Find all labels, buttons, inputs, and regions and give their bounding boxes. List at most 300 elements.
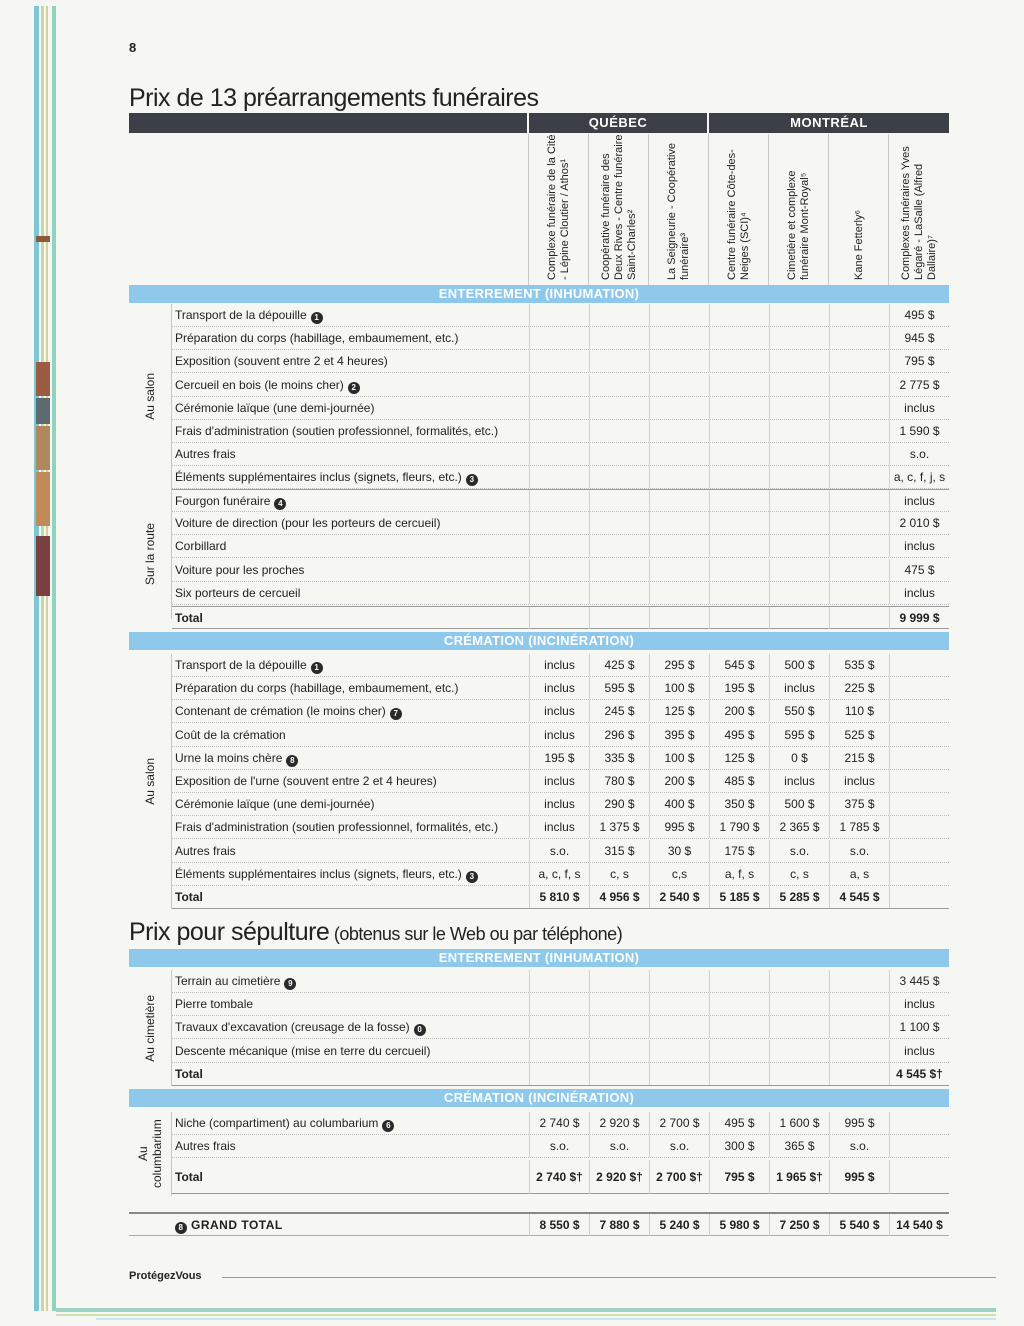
column-header-6 [829, 134, 889, 284]
price-cell [649, 350, 709, 372]
edge-stripe-green [41, 6, 44, 1311]
column-header-text: La Seigneurie - Coopérative funéraire³ [666, 143, 691, 280]
edge-swatch-orange [36, 472, 50, 526]
row-label [175, 677, 458, 699]
price-cell: 495 $ [889, 304, 949, 326]
table-row [172, 863, 949, 886]
price-cell [649, 1016, 709, 1038]
price-cell: 995 $ [829, 1160, 889, 1194]
page-title: Prix de 13 préarrangements funéraires [129, 84, 539, 112]
price-cell: 125 $ [649, 700, 709, 722]
row-label-text: Niche (compartiment) au columbarium [175, 1116, 379, 1130]
price-cell: inclus [889, 397, 949, 419]
price-cell [709, 397, 769, 419]
row-label [175, 512, 440, 534]
price-cell [529, 970, 589, 992]
price-cell: 195 $ [529, 747, 589, 769]
column-header-divider [648, 134, 649, 285]
price-cell: s.o. [889, 443, 949, 465]
price-cell: c,s [649, 863, 709, 885]
price-cell [589, 420, 649, 442]
table-row [172, 374, 949, 397]
table-row [172, 1016, 949, 1039]
price-cell: 375 $ [829, 793, 889, 815]
row-label-text: Autres frais [175, 1139, 236, 1154]
price-cell [709, 970, 769, 992]
price-cell: 1 590 $ [889, 420, 949, 442]
price-cell: 5 185 $ [709, 886, 769, 908]
row-label [175, 607, 203, 629]
price-cell: 4 956 $ [589, 886, 649, 908]
price-cell: s.o. [529, 1135, 589, 1157]
price-cell [529, 443, 589, 465]
price-cell [589, 327, 649, 349]
price-cell [829, 397, 889, 419]
price-cell: s.o. [829, 1135, 889, 1157]
price-cell: inclus [529, 654, 589, 676]
price-cell [709, 1063, 769, 1085]
price-cell [769, 443, 829, 465]
price-cell: 2 700 $ [649, 1112, 709, 1134]
price-cell: a, c, f, s [529, 863, 589, 885]
grand-total-cell: 5 240 $ [649, 1214, 709, 1236]
price-cell [889, 886, 949, 908]
band-enterrement: ENTERREMENT (INHUMATION) [129, 949, 949, 967]
price-cell [829, 466, 889, 488]
price-cell [709, 607, 769, 629]
price-cell: 2 700 $† [649, 1160, 709, 1194]
price-cell [709, 374, 769, 396]
price-cell [889, 816, 949, 838]
price-cell [889, 1160, 949, 1194]
price-cell: 335 $ [589, 747, 649, 769]
price-cell [529, 397, 589, 419]
price-cell [829, 607, 889, 629]
price-cell [829, 1063, 889, 1085]
price-cell: a, c, f, j, s [889, 466, 949, 488]
price-cell [829, 970, 889, 992]
row-label [175, 700, 402, 722]
price-cell: 9 999 $ [889, 607, 949, 629]
price-cell: a, f, s [709, 863, 769, 885]
price-cell: 175 $ [709, 840, 769, 862]
group-au_columbarium [129, 1112, 172, 1196]
price-cell: 3 445 $ [889, 970, 949, 992]
price-cell: 365 $ [769, 1135, 829, 1157]
column-header-5 [769, 134, 829, 284]
row-label [175, 1040, 430, 1062]
row-label-text: Total [175, 1067, 203, 1081]
row-label-text: Préparation du corps (habillage, embaumement, etc.) [175, 681, 459, 696]
price-cell: 2 775 $ [889, 374, 949, 396]
price-cell [529, 1040, 589, 1062]
row-label-text: Travaux d'excavation (creusage de la fosse) [175, 1020, 410, 1035]
edge-swatch-rust [36, 362, 50, 396]
price-cell: 2 365 $ [769, 816, 829, 838]
price-cell [709, 512, 769, 534]
grand-total-cell: 8 550 $ [529, 1214, 589, 1236]
price-cell: inclus [529, 677, 589, 699]
price-cell [529, 350, 589, 372]
price-cell [829, 490, 889, 512]
note-badge-icon: 9 [284, 978, 296, 990]
row-label-text: Descente mécanique (mise en terre du cercueil) [175, 1043, 431, 1058]
edge-stripe-bottom-teal [56, 1308, 996, 1312]
row-label-text: Préparation du corps (habillage, embaumement, etc.) [175, 331, 459, 346]
price-cell [889, 677, 949, 699]
region-header-montreal [709, 113, 949, 133]
column-header-text: Cimetière et complexe funéraire Mont-Royal⁵ [786, 170, 811, 280]
group-au_cimetiere [129, 970, 172, 1086]
price-cell [649, 1063, 709, 1085]
row-label-text: Contenant de crémation (le moins cher) [175, 704, 386, 719]
price-cell [589, 970, 649, 992]
price-cell: inclus [529, 700, 589, 722]
table-row [172, 304, 949, 327]
price-cell [769, 1016, 829, 1038]
price-cell [709, 327, 769, 349]
price-cell: 535 $ [829, 654, 889, 676]
price-cell: 295 $ [649, 654, 709, 676]
price-cell: 500 $ [769, 793, 829, 815]
price-cell [769, 374, 829, 396]
price-cell: 595 $ [769, 724, 829, 746]
price-cell: inclus [529, 724, 589, 746]
region-label-quebec: QUÉBEC [588, 115, 648, 130]
price-cell [649, 535, 709, 557]
section-title-sepulture [129, 918, 622, 947]
row-label [175, 327, 458, 349]
price-cell [829, 374, 889, 396]
column-header-text: Kane Fetterly⁶ [852, 210, 865, 280]
price-cell: 995 $ [649, 816, 709, 838]
price-cell: s.o. [769, 840, 829, 862]
table-row [172, 443, 949, 466]
price-cell [529, 1016, 589, 1038]
region-label-montreal: MONTRÉAL [790, 115, 868, 130]
price-cell [709, 559, 769, 581]
price-cell: 945 $ [889, 327, 949, 349]
price-cell: 495 $ [709, 724, 769, 746]
grand-total-row [129, 1212, 949, 1236]
price-cell [709, 582, 769, 604]
table-row [172, 397, 949, 420]
table-row [172, 350, 949, 373]
price-cell [769, 582, 829, 604]
price-cell: a, s [829, 863, 889, 885]
table-row [172, 559, 949, 582]
row-label-text: Total [175, 1170, 203, 1184]
group-au_salon [129, 304, 172, 490]
price-cell [649, 374, 709, 396]
price-cell: 125 $ [709, 747, 769, 769]
edge-swatch-maroon [36, 536, 50, 596]
price-cell [889, 1135, 949, 1157]
row-label-text: Six porteurs de cercueil [175, 585, 301, 600]
table-row [172, 582, 949, 605]
price-cell [769, 993, 829, 1015]
column-header-2 [589, 134, 649, 284]
price-cell [649, 397, 709, 419]
price-cell: 200 $ [709, 700, 769, 722]
price-cell [769, 397, 829, 419]
row-label-text: Fourgon funéraire [175, 494, 271, 508]
row-label [175, 466, 478, 488]
price-cell [589, 993, 649, 1015]
row-label-text: Cérémonie laïque (une demi-journée) [175, 797, 375, 812]
price-cell: 2 540 $ [649, 886, 709, 908]
price-cell: 1 790 $ [709, 816, 769, 838]
table-row [172, 512, 949, 535]
price-cell [829, 1016, 889, 1038]
row-label-text: Éléments supplémentaires inclus (signets, fleurs, etc.) [175, 866, 462, 881]
table-row [172, 1112, 949, 1135]
price-cell [589, 350, 649, 372]
table-row [172, 1040, 949, 1063]
price-cell: 315 $ [589, 840, 649, 862]
grand-total-cell: 5 540 $ [829, 1214, 889, 1236]
price-cell: inclus [769, 770, 829, 792]
table-row [172, 816, 949, 839]
price-cell [649, 466, 709, 488]
price-cell [529, 1063, 589, 1085]
price-cell [529, 559, 589, 581]
edge-stripe-khaki [46, 6, 48, 1311]
table-row [172, 489, 949, 512]
price-cell [589, 304, 649, 326]
price-cell: inclus [769, 677, 829, 699]
price-cell: 2 920 $ [589, 1112, 649, 1134]
note-badge-icon: 1 [311, 662, 323, 674]
row-label-text: Transport de la dépouille [175, 308, 307, 322]
price-cell: 425 $ [589, 654, 649, 676]
price-cell [889, 770, 949, 792]
price-cell [589, 559, 649, 581]
price-cell [529, 490, 589, 512]
note-badge-icon: 4 [274, 498, 286, 510]
price-cell: 550 $ [769, 700, 829, 722]
edge-swatch-brown [36, 236, 50, 242]
table-row [172, 770, 949, 793]
price-cell [589, 512, 649, 534]
price-cell [589, 490, 649, 512]
row-label [175, 1063, 203, 1085]
price-cell [589, 443, 649, 465]
column-header-divider [708, 134, 709, 285]
table-row [172, 535, 949, 558]
price-cell [649, 490, 709, 512]
row-label-text: Coût de la crémation [175, 727, 286, 742]
price-cell: c, s [769, 863, 829, 885]
price-cell [709, 1016, 769, 1038]
note-badge-icon: 3 [466, 474, 478, 486]
price-cell: 215 $ [829, 747, 889, 769]
price-cell: 995 $ [829, 1112, 889, 1134]
price-cell [829, 535, 889, 557]
grand-total-cell: 7 250 $ [769, 1214, 829, 1236]
price-cell: 2 920 $† [589, 1160, 649, 1194]
price-cell: 1 100 $ [889, 1016, 949, 1038]
price-cell [589, 607, 649, 629]
price-cell [649, 512, 709, 534]
column-header-1 [529, 134, 589, 284]
price-cell [709, 420, 769, 442]
row-label [175, 724, 286, 746]
price-cell: inclus [829, 770, 889, 792]
price-cell [589, 397, 649, 419]
column-header-divider [588, 134, 589, 285]
row-label-text: Autres frais [175, 447, 236, 462]
price-cell: 350 $ [709, 793, 769, 815]
row-label-text: Exposition (souvent entre 2 et 4 heures) [175, 354, 388, 369]
price-cell: 5 810 $ [529, 886, 589, 908]
price-cell [889, 654, 949, 676]
price-cell [649, 993, 709, 1015]
price-cell [829, 350, 889, 372]
column-header-3 [649, 134, 709, 284]
price-cell: inclus [529, 816, 589, 838]
price-cell: 296 $ [589, 724, 649, 746]
column-header-divider [828, 134, 829, 285]
row-label [175, 863, 478, 885]
row-label-text: Cérémonie laïque (une demi-journée) [175, 400, 375, 415]
band-cremation: CRÉMATION (INCINÉRATION) [129, 1089, 949, 1107]
column-header-divider [768, 134, 769, 285]
price-cell: s.o. [829, 840, 889, 862]
row-label [175, 535, 226, 557]
price-cell: 475 $ [889, 559, 949, 581]
note-badge-icon: 8 [286, 755, 298, 767]
table-row [172, 1135, 949, 1158]
header-bar-left [129, 113, 527, 133]
grand-total-badge-icon: 8 [175, 1222, 187, 1234]
price-cell [529, 304, 589, 326]
row-label [175, 770, 437, 792]
price-cell: 485 $ [709, 770, 769, 792]
price-cell [769, 970, 829, 992]
section-title-main: Prix pour sépulture [129, 918, 330, 946]
price-cell: 0 $ [769, 747, 829, 769]
price-cell: 225 $ [829, 677, 889, 699]
price-cell [529, 535, 589, 557]
price-cell: 795 $ [889, 350, 949, 372]
note-badge-icon: 3 [466, 871, 478, 883]
row-label [175, 304, 323, 326]
row-label-text: Autres frais [175, 843, 236, 858]
price-cell: 290 $ [589, 793, 649, 815]
column-header-7 [889, 134, 949, 284]
price-cell: inclus [889, 1040, 949, 1062]
group-label-text: Au columbarium [136, 1119, 164, 1189]
table-row [172, 466, 949, 489]
price-cell [649, 304, 709, 326]
row-label [175, 443, 236, 465]
price-cell: 1 965 $† [769, 1160, 829, 1194]
grand-total-text: GRAND TOTAL [191, 1218, 283, 1232]
row-label-text: Frais d'administration (soutien professionnel, formalités, etc.) [175, 820, 499, 835]
price-cell [649, 559, 709, 581]
price-cell [829, 327, 889, 349]
price-cell [589, 582, 649, 604]
price-cell [529, 993, 589, 1015]
price-cell: 5 285 $ [769, 886, 829, 908]
price-cell: s.o. [529, 840, 589, 862]
edge-stripe-cyan [34, 6, 39, 1311]
price-cell: 780 $ [589, 770, 649, 792]
row-label-text: Exposition de l'urne (souvent entre 2 et 4 heures) [175, 774, 437, 788]
price-cell [709, 466, 769, 488]
price-cell [829, 993, 889, 1015]
row-label [175, 886, 203, 908]
total-row [172, 1063, 949, 1086]
price-cell [769, 304, 829, 326]
price-cell: inclus [889, 535, 949, 557]
row-label [175, 397, 374, 419]
price-cell [649, 582, 709, 604]
table-row [172, 724, 949, 747]
section-title-sub: (obtenus sur le Web ou par téléphone) [329, 924, 623, 944]
table-row [172, 420, 949, 443]
edge-swatch-slate [36, 398, 50, 424]
price-cell [529, 420, 589, 442]
row-label [175, 582, 300, 604]
price-cell [529, 607, 589, 629]
price-cell: 300 $ [709, 1135, 769, 1157]
price-cell: 2 740 $ [529, 1112, 589, 1134]
price-cell [529, 374, 589, 396]
price-cell: 1 785 $ [829, 816, 889, 838]
footer-brand-logo: ProtégezVous [129, 1270, 202, 1282]
row-label [175, 993, 253, 1015]
row-label-text: Frais d'administration (soutien professionnel, formalités, etc.) [175, 424, 499, 438]
row-label [175, 559, 304, 581]
price-cell [769, 535, 829, 557]
price-cell [649, 970, 709, 992]
price-cell [529, 327, 589, 349]
price-cell [769, 1063, 829, 1085]
column-header-divider [888, 134, 889, 285]
price-cell [769, 420, 829, 442]
column-header-text: Complexes funéraires Yves Légaré - LaSalle (Alfred Dallaire)⁷ [899, 146, 938, 280]
price-cell: c, s [589, 863, 649, 885]
price-cell: 100 $ [649, 677, 709, 699]
column-header-text: Complexe funéraire de la Cité - Lépine Cloutier / Athos¹ [546, 134, 571, 280]
price-cell: 4 545 $ [829, 886, 889, 908]
group-au_salon [129, 654, 172, 909]
grand-total-cell: 14 540 $ [889, 1214, 949, 1236]
price-cell [709, 304, 769, 326]
price-cell: 2 740 $† [529, 1160, 589, 1194]
table-row [172, 970, 949, 993]
row-label [175, 654, 323, 676]
table-row [172, 327, 949, 350]
price-cell [829, 304, 889, 326]
price-cell: 500 $ [769, 654, 829, 676]
price-cell [649, 420, 709, 442]
total-row [172, 886, 949, 909]
price-cell [769, 490, 829, 512]
page-number: 8 [129, 40, 137, 55]
row-label [175, 374, 360, 396]
price-cell [709, 993, 769, 1015]
price-cell [709, 1040, 769, 1062]
column-header-text: Coopérative funéraire des Deux Rives - Centre funéraire Saint-Charles² [599, 134, 638, 280]
price-cell [769, 350, 829, 372]
note-badge-icon: 0 [414, 1024, 426, 1036]
price-cell: 495 $ [709, 1112, 769, 1134]
row-label [175, 420, 498, 442]
price-cell [889, 747, 949, 769]
